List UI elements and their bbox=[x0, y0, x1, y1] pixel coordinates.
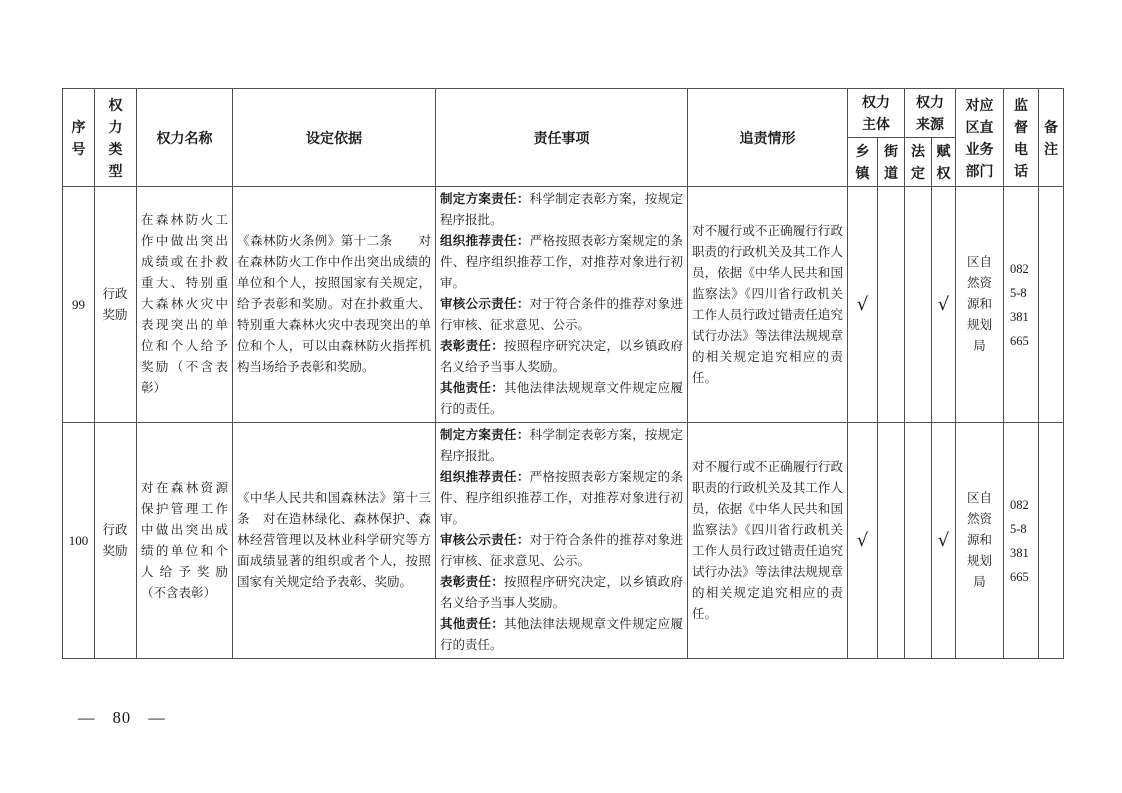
duty-item bbox=[440, 231, 683, 294]
cell-authorized-check: √ bbox=[932, 423, 956, 659]
cell-seq: 100 bbox=[63, 423, 95, 659]
page-number: — 80 — bbox=[78, 708, 166, 727]
duty-label: 其他责任： bbox=[440, 617, 505, 631]
duty-text: 科学制定表彰方案，按规定程序报批。 bbox=[440, 428, 683, 463]
cell-authorized-check: √ bbox=[932, 187, 956, 423]
cell-basis: 《中华人民共和国森林法》第十三条 对在造林绿化、森林保护、森林经营管理以及林业科学研究等方面成绩显著的组织或者个人，按照国家有关规定给予表彰、奖励。 bbox=[233, 423, 436, 659]
duty-label: 审核公示责任： bbox=[440, 533, 530, 547]
duty-text: 按照程序研究决定，以乡镇政府名义给予当事人奖励。 bbox=[440, 339, 683, 374]
duty-label: 表彰责任： bbox=[440, 339, 505, 353]
cell-district-dept bbox=[956, 187, 1004, 423]
cell-power-name: 对在森林资源保护管理工作中做出突出成绩的单位和个人给予奖励（不含表彰） bbox=[137, 423, 233, 659]
duty-item bbox=[440, 614, 683, 656]
duty-label: 表彰责任： bbox=[440, 575, 505, 589]
duty-text: 按照程序研究决定，以乡镇政府名义给予当事人奖励。 bbox=[440, 575, 683, 610]
duty-text: 严格按照表彰方案规定的条件、程序组织推荐工作，对推荐对象进行初审。 bbox=[440, 234, 683, 290]
cell-accountability: 对不履行或不正确履行行政职责的行政机关及其工作人员，依据《中华人民共和国监察法》《四川省行政机关工作人员行政过错责任追究试行办法》等法律法规规章的相关规定追究相应的责任。 bbox=[688, 187, 848, 423]
cell-seq: 99 bbox=[63, 187, 95, 423]
duty-text: 其他法律法规规章文件规定应履行的责任。 bbox=[440, 381, 683, 416]
header-power-type bbox=[95, 89, 137, 187]
cell-accountability: 对不履行或不正确履行行政职责的行政机关及其工作人员，依据《中华人民共和国监察法》《四川省行政机关工作人员行政过错责任追究试行办法》等法律法规规章的相关规定追究相应的责任。 bbox=[688, 423, 848, 659]
header-authorized bbox=[932, 138, 956, 187]
power-type-text: 行政奖励 bbox=[102, 522, 128, 558]
duty-label: 制定方案责任： bbox=[440, 428, 530, 442]
header-power-name-label: 权力名称 bbox=[156, 129, 213, 146]
supervision-phone-text: 0825-8381665 bbox=[1010, 261, 1029, 348]
header-seq bbox=[63, 89, 95, 187]
cell-street-check bbox=[878, 423, 905, 659]
duty-item bbox=[440, 530, 683, 572]
header-duties-label: 责任事项 bbox=[533, 129, 590, 146]
duty-item bbox=[440, 425, 683, 467]
cell-township-check: √ bbox=[848, 423, 878, 659]
header-statutory-label: 法定 bbox=[911, 143, 925, 181]
header-street bbox=[878, 138, 905, 187]
district-dept-text: 区自然资源和规划局 bbox=[966, 255, 992, 353]
cell-remark bbox=[1039, 423, 1064, 659]
district-dept-text: 区自然资源和规划局 bbox=[966, 491, 992, 589]
duty-label: 组织推荐责任： bbox=[440, 470, 530, 484]
header-power-subject bbox=[848, 89, 905, 138]
duty-text: 对于符合条件的推荐对象进行审核、征求意见、公示。 bbox=[440, 297, 683, 332]
cell-district-dept bbox=[956, 423, 1004, 659]
cell-street-check bbox=[878, 187, 905, 423]
header-district-dept-label: 对应区直业务部门 bbox=[965, 96, 994, 179]
cell-duties bbox=[436, 187, 688, 423]
cell-duties bbox=[436, 423, 688, 659]
duty-label: 组织推荐责任： bbox=[440, 234, 530, 248]
cell-power-name: 在森林防火工作中做出突出成绩或在扑救重大、特别重大森林火灾中表现突出的单位和个人给予奖励（不含表彰） bbox=[137, 187, 233, 423]
header-authorized-label: 赋权 bbox=[936, 143, 951, 181]
duty-item bbox=[440, 378, 683, 420]
header-remarks bbox=[1039, 89, 1064, 187]
header-accountability-label: 追责情形 bbox=[739, 129, 796, 146]
header-power-type-label: 权力类型 bbox=[108, 96, 123, 179]
header-statutory bbox=[905, 138, 932, 187]
header-seq-label: 序号 bbox=[71, 118, 86, 157]
table-row bbox=[63, 423, 1064, 659]
table-header bbox=[63, 89, 1064, 187]
supervision-phone-text: 0825-8381665 bbox=[1010, 497, 1029, 584]
header-power-name bbox=[137, 89, 233, 187]
duty-label: 制定方案责任： bbox=[440, 192, 530, 206]
duty-item bbox=[440, 467, 683, 530]
duty-item bbox=[440, 572, 683, 614]
header-street-label: 街道 bbox=[884, 143, 898, 181]
cell-supervision-phone bbox=[1004, 187, 1039, 423]
header-power-source bbox=[905, 89, 956, 138]
header-basis-label: 设定依据 bbox=[306, 129, 362, 146]
header-township-label: 乡镇 bbox=[855, 143, 870, 181]
duty-label: 其他责任： bbox=[440, 381, 505, 395]
cell-power-type bbox=[95, 187, 137, 423]
header-accountability bbox=[688, 89, 848, 187]
duty-item bbox=[440, 336, 683, 378]
duty-text: 其他法律法规规章文件规定应履行的责任。 bbox=[440, 617, 683, 652]
duty-text: 严格按照表彰方案规定的条件、程序组织推荐工作，对推荐对象进行初审。 bbox=[440, 470, 683, 526]
header-supervision-phone-label: 监督电话 bbox=[1014, 96, 1028, 179]
cell-power-type bbox=[95, 423, 137, 659]
cell-supervision-phone bbox=[1004, 423, 1039, 659]
duty-text: 对于符合条件的推荐对象进行审核、征求意见、公示。 bbox=[440, 533, 683, 568]
header-basis bbox=[233, 89, 436, 187]
header-township bbox=[848, 138, 878, 187]
duty-item bbox=[440, 294, 683, 336]
cell-remark bbox=[1039, 187, 1064, 423]
header-power-source-label: 权力来源 bbox=[916, 94, 944, 132]
duty-text: 科学制定表彰方案，按规定程序报批。 bbox=[440, 192, 683, 227]
header-district-dept bbox=[956, 89, 1004, 187]
duty-item bbox=[440, 189, 683, 231]
power-type-text: 行政奖励 bbox=[102, 286, 128, 322]
header-duties bbox=[436, 89, 688, 187]
cell-basis: 《森林防火条例》第十二条 对在森林防火工作中作出突出成绩的单位和个人，按照国家有关规定，给予表彰和奖励。对在扑救重大、特别重大森林火灾中表现突出的单位和个人，可以由森林防火指挥机构当场给予表彰和奖励。 bbox=[233, 187, 436, 423]
cell-statutory-check bbox=[905, 423, 932, 659]
cell-statutory-check bbox=[905, 187, 932, 423]
table-row bbox=[63, 187, 1064, 423]
header-supervision-phone bbox=[1004, 89, 1039, 187]
header-remarks-label: 备注 bbox=[1044, 118, 1058, 157]
cell-township-check: √ bbox=[848, 187, 878, 423]
header-power-subject-label: 权力主体 bbox=[862, 94, 890, 132]
duty-label: 审核公示责任： bbox=[440, 297, 530, 311]
power-list-table bbox=[62, 88, 1064, 659]
